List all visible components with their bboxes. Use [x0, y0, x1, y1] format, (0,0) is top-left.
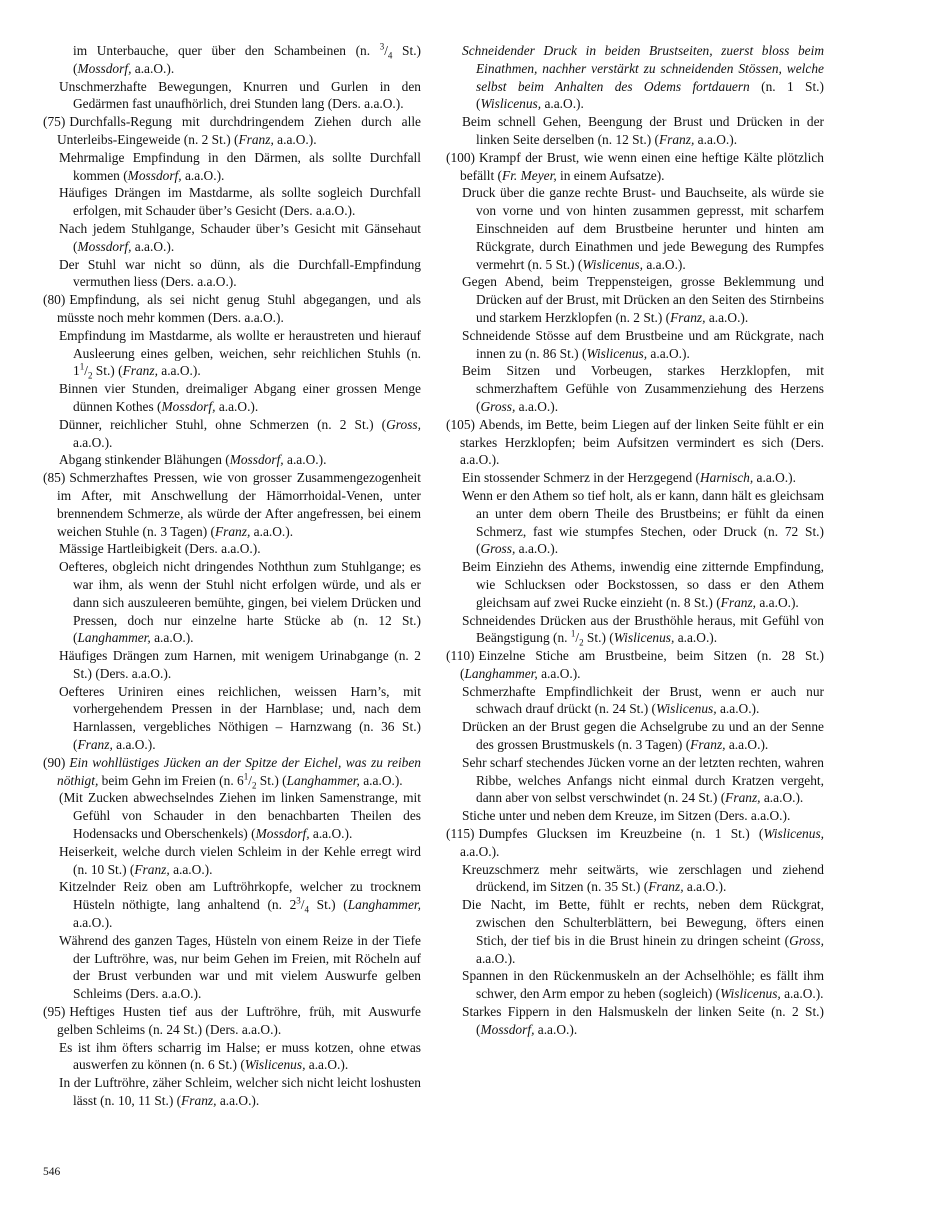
symptom-entry: [43, 558, 421, 647]
entry-number: (85): [43, 470, 66, 486]
entry-text: im Unterbauche, quer über den Schambeinen (n. $^3/_4$ St.) (Mossdorf, a.a.O.).: [73, 41, 421, 76]
symptom-entry: [43, 42, 421, 78]
numbered-symptom-entry: [43, 291, 421, 327]
entry-text: Binnen vier Stunden, dreimaliger Abgang einer grossen Menge dünnen Kothes (Mossdorf, a.a.O.).: [59, 381, 421, 414]
entry-text: Schmerzhafte Empfindlichkeit der Brust, wenn er auch nur schwach drauf drückt (n. 24 St.) (Wislicenus, a.a.O.).: [462, 683, 824, 717]
symptom-entry: [446, 896, 824, 967]
symptom-entry: [43, 327, 421, 380]
entry-number: (75): [43, 114, 66, 130]
symptom-entry: [446, 184, 824, 273]
entry-text: Druck über die ganze rechte Brust- und Bauchseite, als würde sie von vorne und von hinten zusammen gepresst, mit scharfem Einschneiden auf dem Brustbeine herunter und hinten am Rückgrate, durch Einathmen und jede Bewegung des Rumpfes vermehrt (n. 5 St.) (Wislicenus, a.a.O.).: [462, 185, 824, 272]
entry-text: (Mit Zucken abwechselndes Ziehen im linken Samenstrange, mit Gefühl von Schauder in den benachbarten Theilen des Hodensacks und Oberschenkels) (Mossdorf, a.a.O.).: [59, 790, 421, 842]
symptom-entry: [43, 647, 421, 683]
entry-text: Beim Sitzen und Vorbeugen, starkes Herzklopfen, mit schmerzhaftem Gefühle von Zusammenziehung des Herzens (Gross, a.a.O.).: [462, 363, 824, 414]
entry-text: Schmerzhaftes Pressen, wie von grosser Zusammengezogenheit im After, mit Anschwellung der Hämorrhoidal-Venen, unter brennendem Schmerze, als würde der After angefressen, bei einem weichen Stuhle (n. 3 Tagen) (Franz, a.a.O.).: [57, 470, 421, 539]
entry-text: Der Stuhl war nicht so dünn, als die Durchfall-Empfindung vermuthen liess (Ders. a.a.O.).: [59, 256, 421, 290]
entry-text: Es ist ihm öfters scharrig im Halse; er muss kotzen, ohne etwas auswerfen zu können (n. 6 St.) (Wislicenus, a.a.O.).: [59, 1039, 421, 1073]
symptom-entry: [43, 878, 421, 931]
symptom-entry: [446, 558, 824, 611]
symptom-entry: [43, 256, 421, 292]
numbered-symptom-entry: [446, 416, 824, 469]
entry-text: Dünner, reichlicher Stuhl, ohne Schmerzen (n. 2 St.) (Gross, a.a.O.).: [59, 416, 421, 450]
entry-text: Mehrmalige Empfindung in den Därmen, als sollte Durchfall kommen (Mossdorf, a.a.O.).: [59, 149, 421, 183]
entry-text: Empfindung, als sei nicht genug Stuhl abgegangen, und als müsste noch mehr kommen (Ders. a.a.O.).: [57, 292, 421, 325]
entry-text: Heiserkeit, welche durch vielen Schleim in der Kehle erregt wird (n. 10 St.) (Franz, a.a.O.).: [59, 843, 421, 877]
entry-text: Schneidender Druck in beiden Brustseiten, zuerst bloss beim Einathmen, nachher verstärkt zu schneidenden Stössen, welche selbst beim Anhalten des Odems fortdauern (n. 1 St.) (Wislicenus, a.a.O.).: [462, 43, 824, 112]
numbered-symptom-entry: [446, 647, 824, 683]
symptom-entry: [446, 273, 824, 326]
symptom-entry: [43, 184, 421, 220]
symptom-entry: [446, 967, 824, 1003]
symptom-entry: [43, 843, 421, 879]
entry-number: (100): [446, 149, 476, 165]
entry-text: Beim schnell Gehen, Beengung der Brust und Drücken in der linken Seite derselben (n. 12 St.) (Franz, a.a.O.).: [462, 114, 824, 147]
symptom-entry: [43, 1039, 421, 1075]
entry-text: Sehr scharf stechendes Jücken vorne an der letzten rechten, wahren Ribbe, welches Anfangs nicht einmal durch Kratzen vergeht, dann aber von selbst verschwindet (n. 24 St.) (Franz, a.a.O.).: [462, 754, 824, 806]
entry-text: Empfindung im Mastdarme, als wollte er heraustreten und hierauf Ausleerung eines gelben, weichen, sehr reichlichen Stuhls (n. $1^1/_2$ St.) (Franz, a.a.O.).: [59, 327, 421, 382]
symptom-entry: [446, 718, 824, 754]
entry-text: Unschmerzhafte Bewegungen, Knurren und Gurlen in den Gedärmen fast unaufhörlich, drei Stunden lang (Ders. a.a.O.).: [59, 78, 421, 112]
entry-text: Schneidendes Drücken aus der Brusthöhle heraus, mit Gefühl von Beängstigung (n. $^1/_2$ St.) (Wislicenus, a.a.O.).: [462, 612, 824, 648]
symptom-entry: [446, 683, 824, 719]
left-column: [43, 42, 421, 1110]
page-number: 546: [43, 1166, 61, 1178]
entry-text: Die Nacht, im Bette, fühlt er rechts, neben dem Rückgrat, zwischen den Schulterblättern, bei Bewegung, öfters einen Stich, der tief bis in die Brust hinein zu dringen scheint (Gross, a.a.O.).: [462, 897, 824, 966]
entry-text: Starkes Fippern in den Halsmuskeln der linken Seite (n. 2 St.) (Mossdorf, a.a.O.).: [462, 1004, 824, 1037]
entry-number: (110): [446, 648, 475, 664]
entry-text: Kreuzschmerz mehr seitwärts, wie zerschlagen und ziehend drückend, im Sitzen (n. 35 St.) (Franz, a.a.O.).: [462, 861, 824, 895]
entry-text: Kitzelnder Reiz oben am Luftröhrkopfe, welcher zu trocknem Hüsteln nöthigte, lang anhaltend (n. $2^3/_4$ St.) (Langhammer, a.a.O.).: [59, 879, 421, 931]
entry-text: Häufiges Drängen zum Harnen, mit wenigem Urinabgange (n. 2 St.) (Ders. a.a.O.).: [59, 648, 421, 681]
entry-text: Stiche unter und neben dem Kreuze, im Sitzen (Ders. a.a.O.).: [462, 808, 791, 824]
entry-text: Durchfalls-Regung mit durchdringendem Ziehen durch alle Unterleibs-Eingeweide (n. 2 St.) (Franz, a.a.O.).: [57, 114, 421, 147]
entry-text: Häufiges Drängen im Mastdarme, als sollte sogleich Durchfall erfolgen, mit Schauder über’s Gesicht (Ders. a.a.O.).: [59, 185, 421, 219]
numbered-symptom-entry: [43, 113, 421, 149]
entry-text: Drücken an der Brust gegen die Achselgrube zu und an der Senne des grossen Brustmuskels (n. 3 Tagen) (Franz, a.a.O.).: [462, 719, 824, 753]
entry-number: (115): [446, 826, 475, 842]
numbered-symptom-entry: [446, 825, 824, 861]
entry-text: Abgang stinkender Blähungen (Mossdorf, a.a.O.).: [59, 452, 327, 468]
entry-text: Heftiges Husten tief aus der Luftröhre, früh, mit Auswurfe gelben Schleims (n. 24 St.) (Ders. a.a.O.).: [57, 1004, 421, 1037]
symptom-entry: [43, 149, 421, 185]
symptom-entry: [43, 380, 421, 416]
symptom-entry: [446, 612, 824, 648]
right-column: [446, 42, 824, 1039]
entry-text: In der Luftröhre, zäher Schleim, welcher sich nicht leicht loshusten lässt (n. 10, 11 St.) (Franz, a.a.O.).: [59, 1075, 421, 1109]
entry-text: Dumpfes Glucksen im Kreuzbeine (n. 1 St.) (Wislicenus, a.a.O.).: [460, 826, 824, 859]
numbered-symptom-entry: [43, 754, 421, 790]
entry-text: Oefteres Uriniren eines reichlichen, weissen Harn’s, mit vorhergehendem Pressen in der Harnblase; und, nach dem Harnlassen, vergebliches Nöthigen – Harnzwang (n. 36 St.) (Franz, a.a.O.).: [59, 683, 421, 753]
symptom-entry: [446, 861, 824, 897]
symptom-entry: [43, 789, 421, 842]
entry-text: Spannen in den Rückenmuskeln an der Achselhöhle; es fällt ihm schwer, den Arm empor zu heben (sogleich) (Wislicenus, a.a.O.).: [462, 968, 824, 1002]
entry-text: Nach jedem Stuhlgange, Schauder über’s Gesicht mit Gänsehaut (Mossdorf, a.a.O.).: [59, 220, 421, 254]
symptom-entry: [43, 416, 421, 452]
entry-number: (95): [43, 1004, 66, 1020]
symptom-entry: [446, 1003, 824, 1039]
entry-text: Ein stossender Schmerz in der Herzgegend (Harnisch, a.a.O.).: [462, 470, 796, 486]
symptom-entry: [446, 754, 824, 807]
entry-number: (105): [446, 416, 476, 432]
entry-text: Beim Einziehn des Athems, inwendig eine zitternde Empfindung, wie Schlucksen oder Bockstossen, so dass er den Athem gleichsam auf zwei Rucke einzieht (n. 8 St.) (Franz, a.a.O.).: [462, 559, 824, 610]
symptom-entry: [43, 683, 421, 754]
entry-number: (80): [43, 292, 66, 308]
entry-number: (90): [43, 754, 66, 770]
symptom-entry: [446, 327, 824, 363]
numbered-symptom-entry: [43, 469, 421, 540]
symptom-entry: [446, 487, 824, 558]
entry-text: Ein wohllüstiges Jücken an der Spitze der Eichel, was zu reiben nöthigt, beim Gehn im Freien (n. $6^1/_2$ St.) (Langhammer, a.a.O.).: [57, 754, 421, 791]
symptom-entry: [43, 451, 421, 469]
entry-text: Gegen Abend, beim Treppensteigen, grosse Beklemmung und Drücken auf der Brust, mit Drücken an den Seiten des Stirnbeins und starkem Herzklopfen (n. 2 St.) (Franz, a.a.O.).: [462, 274, 824, 325]
entry-text: Wenn er den Athem so tief holt, als er kann, dann hält es gleichsam an unter dem obern Theile des Brustbeins; er fühlt da einen Schmerz, fast wie stumpfes Stechen, oder Druck (n. 72 St.) (Gross, a.a.O.).: [462, 487, 824, 557]
symptom-entry: [43, 932, 421, 1003]
entry-text: Krampf der Brust, wie wenn einen eine heftige Kälte plötzlich befällt (Fr. Meyer, in einem Aufsatze).: [460, 149, 824, 183]
symptom-entry: [43, 78, 421, 114]
entry-text: Abends, im Bette, beim Liegen auf der linken Seite fühlt er ein starkes Herzklopfen; beim Aufsitzen vermindert es sich (Ders. a.a.O.).: [460, 416, 824, 468]
symptom-entry: [43, 540, 421, 558]
entry-text: Mässige Hartleibigkeit (Ders. a.a.O.).: [59, 541, 261, 557]
entry-text: Oefteres, obgleich nicht dringendes Noththun zum Stuhlgange; es war ihm, als wenn der Stuhl nicht erfolgen würde, und als er dann sich auszuleeren bemühte, gingen, bei vielem Drücken und Pressen, doch nur einzelne harte Stücke ab (n. 12 St.) (Langhammer, a.a.O.).: [59, 559, 421, 646]
symptom-entry: [446, 362, 824, 415]
entry-text: Schneidende Stösse auf dem Brustbeine und am Rückgrate, nach innen zu (n. 86 St.) (Wislicenus, a.a.O.).: [462, 327, 824, 361]
entry-text: Einzelne Stiche am Brustbeine, beim Sitzen (n. 28 St.) (Langhammer, a.a.O.).: [460, 648, 824, 681]
symptom-entry: [43, 220, 421, 256]
symptom-entry: [446, 42, 824, 113]
symptom-entry: [446, 113, 824, 149]
symptom-entry: [446, 469, 824, 487]
numbered-symptom-entry: [43, 1003, 421, 1039]
symptom-entry: [446, 807, 824, 825]
numbered-symptom-entry: [446, 149, 824, 185]
symptom-entry: [43, 1074, 421, 1110]
entry-text: Während des ganzen Tages, Hüsteln von einem Reize in der Tiefe der Luftröhre, was, nur beim Gehen im Freien, mit Röcheln auf der Brust verbunden war und mit vielem Auswurfe gelben Schleims (Ders. a.a.O.).: [59, 932, 421, 1002]
